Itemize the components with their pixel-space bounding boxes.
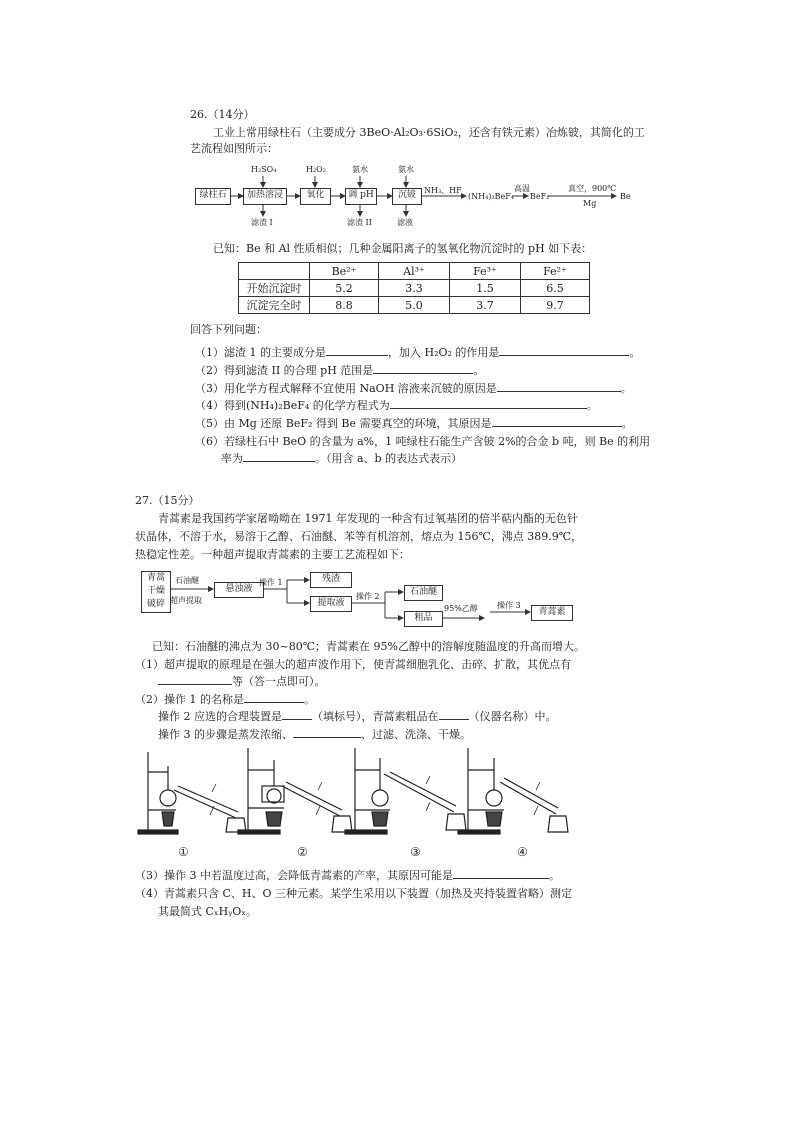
apparatus-1-drawing [138,752,246,834]
arrow-label-nh3-hf: NH₃、HF [424,186,462,195]
reagent-ammonia-1: 氨水 [352,165,368,174]
q26-intro-line2: 艺流程如图所示： [190,142,278,155]
q27-q4-line1: （4）青蒿素只含 C、H、O 三种元素。某学生采用以下装置（加热及夹持装置省略）测定 [135,887,573,900]
q27-q2-l3a: 操作 3 的步骤是蒸发浓缩、 [158,728,293,741]
ph-table-header-cell: Al³⁺ [379,263,450,280]
ph-table-cell: 5.2 [310,280,379,297]
ph-table-header-cell: Fe²⁺ [521,263,590,280]
flow-box-ether-out: 石油醚 [404,585,443,601]
q27-intro-line3: 热稳定性差。一种超声提取青蒿素的主要工艺流程如下： [135,548,410,561]
apparatus-label-2: ② [297,845,308,859]
ph-table-header-cell: Fe³⁺ [450,263,521,280]
q27-q2-l2b: （填标号），青蒿素粗品在 [312,710,439,723]
q26-intro-line1: 工业上常用绿柱石（主要成分 3BeO·Al₂O₃·6SiO₂，还含有铁元素）冶炼铍，其简化的工 [213,126,645,139]
q27-heading: 27.（15分） [135,494,200,507]
q27-q3-blank[interactable] [453,878,549,879]
reagent-h2so4: H₂SO₄ [251,165,277,174]
q27-q2-l2a: 操作 2 应选的合理装置是 [158,710,282,723]
ph-table-cell: 沉淀完全时 [239,297,310,314]
q26-q4-end: 。 [586,399,598,412]
flow-box-crude: 粗品 [404,611,443,627]
q26-q6-text-b: 。（用含 a、b 的表达式表示） [315,452,463,465]
q27-intro-line1: 青蒿素是我国药学家屠呦呦在 1971 年发现的一种含有过氧基团的倍半萜内酯的无色针 [158,512,578,525]
arrow-label-op1: 操作 1 [259,578,283,587]
q26-q3-end: 。 [620,382,632,395]
filtrate: 滤液 [397,218,413,227]
apparatus-label-4: ④ [517,845,528,859]
apparatus-4-drawing [458,748,568,834]
q27-q3-end: 。 [549,869,560,882]
reagent-h2o2: H₂O₂ [306,165,326,174]
q26-q1-text-a: （1）滤渣 1 的主要成分是 [195,346,326,359]
q26-q5-end: 。 [621,417,633,430]
product-bef4: (NH₄)₂BeF₄ [468,192,515,201]
q26-q1-end: 。 [629,346,641,359]
q26-question-6: （6）若绿柱石中 BeO 的含量为 a%，1 吨绿柱石能生产含铍 2%的合金 b 吨，则 Be 的利用 [195,435,651,448]
q27-q2-head: （2）操作 1 的名称是 [135,693,244,706]
arrow-label-vacuum: 真空，900℃ [568,184,617,193]
ph-table-cell: 1.5 [450,280,521,297]
q27-q2-l2c: （仪器名称）中。 [468,710,557,723]
reagent-ammonia-2: 氨水 [398,165,414,174]
q27-q3 [135,869,560,883]
residue-1: 滤渣 I [251,218,273,227]
q26-known: 已知：Be 和 Al 性质相似；几种金属阳离子的氢氧化物沉淀时的 pH 如下表： [213,242,593,255]
arrow-label-ethanol: 95%乙醇 [444,604,478,613]
flow-box-leach: 加热溶浸 [243,188,287,205]
flow-box-ph: 调 pH [345,188,377,205]
q26-q5-text: （5）由 Mg 还原 BeF₂ 得到 Be 需要真空的环境，其原因是 [195,417,492,430]
ph-table-cell: 3.3 [379,280,450,297]
q27-q4-line2: 其最简式 CₓHᵧOₓ。 [158,905,257,918]
arrow-label-mg: Mg [583,199,597,208]
ph-table-cell: 8.8 [310,297,379,314]
q26-q2-text: （2）得到滤渣 II 的合理 pH 范围是 [195,364,374,377]
ph-table-cell: 9.7 [521,297,590,314]
q27-q2-l3b: 、过滤、洗涤、干燥。 [361,728,471,741]
flow-box-product: 青蒿素 [531,605,573,621]
arrow-label-heat: 高温 [514,184,530,193]
flow-box-extract: 提取液 [310,596,352,612]
flow-box-residue: 残渣 [310,572,352,588]
arrow-label-ultrasonic: 超声提取 [170,596,202,605]
arrow-label-op3: 操作 3 [497,601,521,610]
q27-q3-text: （3）操作 3 中若温度过高，会降低青蒿素的产率，其原因可能是 [135,869,453,882]
q27-intro-line2: 状晶体，不溶于水，易溶于乙醇、石油醚、苯等有机溶剂，熔点为 156℃，沸点 389.9℃， [135,530,583,543]
q26-q4-text: （4）得到(NH₄)₂BeF₄ 的化学方程式为 [195,399,390,412]
ph-table-cell: 5.0 [379,297,450,314]
apparatus-2-drawing [238,748,352,834]
q26-heading: 26.（14分） [190,108,255,121]
ph-table-cell: 开始沉淀时 [239,280,310,297]
ph-table-cell: 6.5 [521,280,590,297]
ph-table-cell: 3.7 [450,297,521,314]
q26-q1-text-b: ，加入 H₂O₂ 的作用是 [388,346,500,359]
flow-box-oxidize: 氧化 [300,188,331,205]
apparatus-3-drawing [345,748,466,834]
q27-q1-text: 等（答一点即可）。 [232,675,326,688]
q27-q1-line1: （1）超声提取的原理是在强大的超声波作用下，使青蒿细胞乳化、击碎、扩散，其优点有 [135,658,571,671]
product-bef2: BeF₂ [530,192,550,201]
arrow-label-ether: 石油醚 [175,576,199,585]
residue-2: 滤渣 II [347,218,372,227]
apparatus-label-1: ① [178,845,189,859]
raw-line-1: 青蒿 [146,573,165,583]
q27-known: 已知：石油醚的沸点为 30~80℃；青蒿素在 95%乙醇中的溶解度随温度的升高而增大。 [152,640,585,653]
q27-q2-head-end: 。 [304,693,315,706]
q26-answer-prompt: 回答下列问题： [190,323,267,336]
raw-line-2: 干燥 [146,586,165,596]
arrow-label-op2: 操作 2 [356,592,380,601]
q26-q2-end: 。 [473,364,485,377]
apparatus-label-3: ③ [410,845,421,859]
q26-q6-text-a: 率为 [221,452,243,465]
flow-box-precip: 沉铍 [392,188,422,205]
raw-line-3: 破碎 [146,599,165,609]
flow-box-ore: 绿柱石 [195,188,231,205]
ph-table-header-cell: Be²⁺ [310,263,379,280]
q26-q3-text: （3）用化学方程式解释不宜使用 NaOH 溶液来沉铍的原因是 [195,382,497,395]
flow-box-suspension: 悬浊液 [214,582,264,598]
product-be: Be [620,192,631,201]
